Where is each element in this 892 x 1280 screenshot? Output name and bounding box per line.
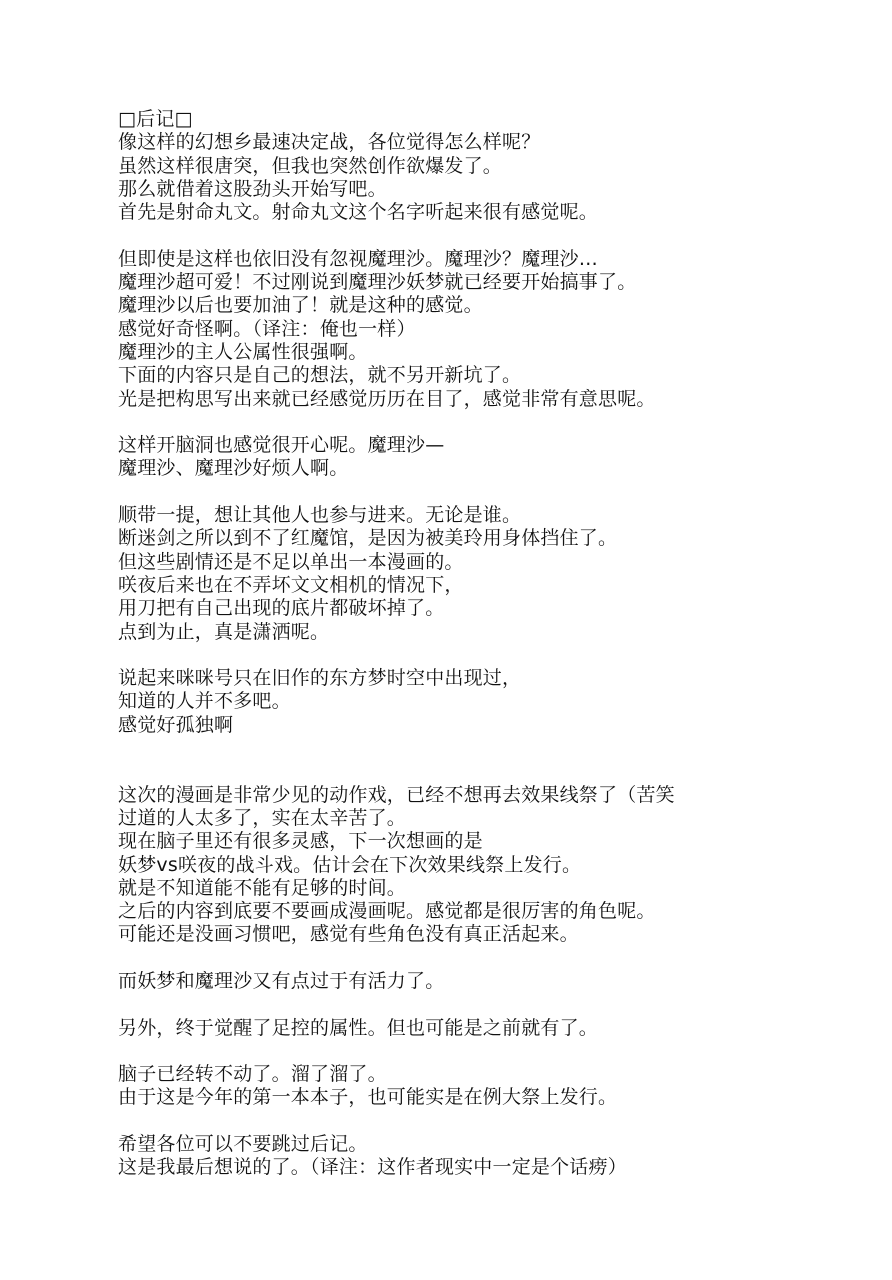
text-line: 知道的人并不多吧。: [118, 690, 291, 713]
text-line: 之后的内容到底要不要画成漫画呢。感觉都是很厉害的角色呢。: [118, 900, 656, 923]
text-line: 就是不知道能不能有足够的时间。: [118, 876, 407, 899]
text-line: 那么就借着这股劲头开始写吧。: [118, 177, 387, 200]
text-line: 虽然这样很唐突，但我也突然创作欲爆发了。: [118, 154, 503, 177]
text-line: 像这样的幻想乡最速决定战，各位觉得怎么样呢？: [118, 131, 541, 154]
text-line: 这次的漫画是非常少见的动作戏，已经不想再去效果线祭了（苦笑: [118, 783, 675, 806]
text-line: 感觉好孤独啊: [118, 713, 234, 736]
afterword-text: [118, 108, 798, 1180]
text-line: 但即使是这样也依旧没有忽视魔理沙。魔理沙？魔理沙…: [118, 247, 599, 270]
text-line: 说起来咪咪号只在旧作的东方梦时空中出现过，: [118, 667, 522, 690]
text-line: 魔理沙超可爱！不过刚说到魔理沙妖梦就已经要开始搞事了。: [118, 271, 637, 294]
text-line: 顺带一提，想让其他人也参与进来。无论是谁。: [118, 504, 522, 527]
text-line: 魔理沙的主人公属性很强啊。: [118, 340, 368, 363]
text-line: 魔理沙、魔理沙好烦人啊。: [118, 457, 349, 480]
text-line: 这是我最后想说的了。（译注：这作者现实中一定是个话痨）: [118, 1156, 627, 1179]
text-line: 希望各位可以不要跳过后记。: [118, 1133, 368, 1156]
text-line: 脑子已经转不动了。溜了溜了。: [118, 1063, 387, 1086]
text-line: 现在脑子里还有很多灵感，下一次想画的是: [118, 830, 483, 853]
text-line: 可能还是没画习惯吧，感觉有些角色没有真正活起来。: [118, 923, 579, 946]
text-line: 另外，终于觉醒了足控的属性。但也可能是之前就有了。: [118, 1016, 599, 1039]
text-line: 用刀把有自己出现的底片都破坏掉了。: [118, 597, 445, 620]
text-line: 下面的内容只是自己的想法，就不另开新坑了。: [118, 364, 522, 387]
text-line: 断迷剑之所以到不了红魔馆，是因为被美玲用身体挡住了。: [118, 527, 618, 550]
text-line: 但这些剧情还是不足以单出一本漫画的。: [118, 550, 464, 573]
text-line: 感觉好奇怪啊。（译注：俺也一样）: [118, 317, 416, 340]
text-line: 过道的人太多了，实在太辛苦了。: [118, 806, 407, 829]
afterword-title: □后记□: [118, 108, 193, 130]
text-line: 由于这是今年的第一本本子，也可能实是在例大祭上发行。: [118, 1086, 618, 1109]
text-line: 光是把构思写出来就已经感觉历历在目了，感觉非常有意思呢。: [118, 387, 656, 410]
text-line: 妖梦vs咲夜的战斗戏。估计会在下次效果线祭上发行。: [118, 853, 582, 876]
text-line: 点到为止，真是潇洒呢。: [118, 620, 330, 643]
text-line: 而妖梦和魔理沙又有点过于有活力了。: [118, 969, 445, 992]
text-line: 魔理沙以后也要加油了！就是这种的感觉。: [118, 294, 483, 317]
text-line: 这样开脑洞也感觉很开心呢。魔理沙—: [118, 434, 445, 457]
text-line: 首先是射命丸文。射命丸文这个名字听起来很有感觉呢。: [118, 201, 599, 224]
text-line: 咲夜后来也在不弄坏文文相机的情况下，: [118, 573, 464, 596]
